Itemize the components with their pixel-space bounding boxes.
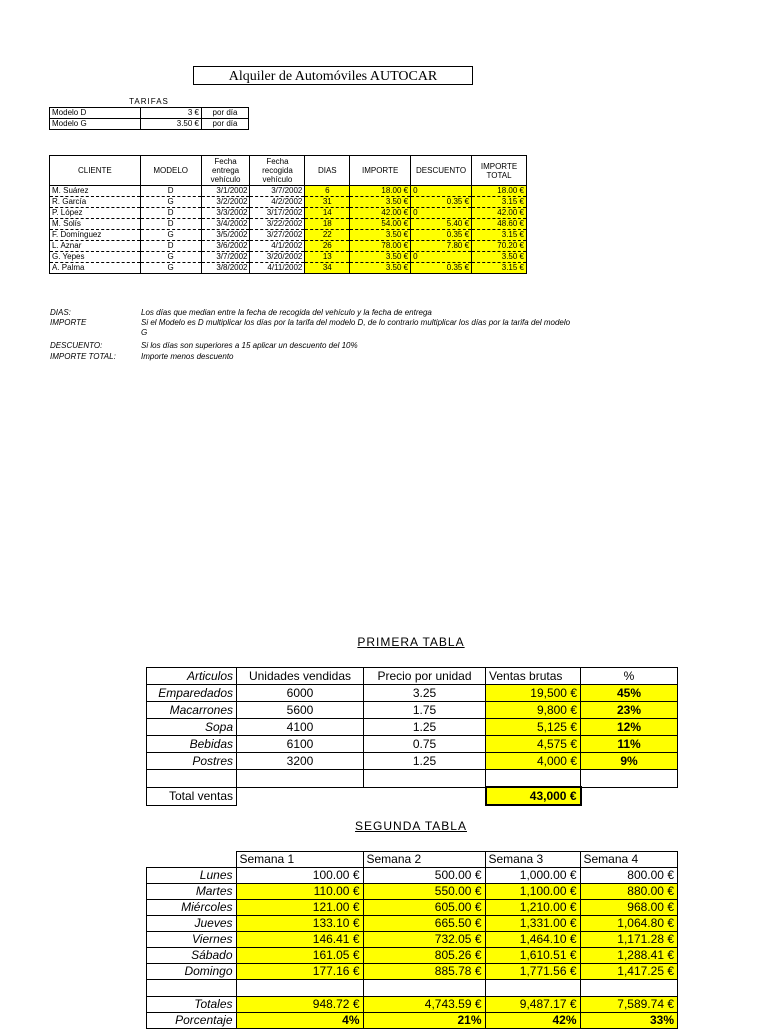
modelo-cell[interactable]: D xyxy=(140,208,201,219)
rental-row xyxy=(50,197,527,208)
col-unidades: Unidades vendidas xyxy=(237,668,364,685)
articulo-row xyxy=(147,685,678,702)
importe-cell[interactable]: 3.50 € xyxy=(350,263,411,274)
rental-row xyxy=(50,186,527,197)
dia-row xyxy=(147,964,678,980)
dia-row xyxy=(147,932,678,948)
descuento-cell[interactable]: 0 xyxy=(411,208,472,219)
note-term: IMPORTE xyxy=(50,318,87,327)
semana-cell[interactable]: 605.00 € xyxy=(363,900,485,916)
porcentaje-cell[interactable]: 42% xyxy=(485,1013,580,1029)
tarifas-header: TARIFAS xyxy=(50,97,249,108)
dia-cell[interactable]: Lunes xyxy=(147,868,237,884)
ventas-cell[interactable]: 4,000 € xyxy=(486,753,581,770)
entrega-cell[interactable]: 3/7/2002 xyxy=(201,252,250,263)
descuento-cell[interactable]: 0 xyxy=(411,186,472,197)
col-total: IMPORTE TOTAL xyxy=(472,156,527,186)
articulo-row xyxy=(147,753,678,770)
dias-cell[interactable]: 22 xyxy=(305,230,350,241)
tarifa-unidad[interactable]: por día xyxy=(202,119,249,130)
articulo-cell[interactable]: Emparedados xyxy=(147,685,237,702)
recogida-cell[interactable]: 3/27/2002 xyxy=(250,230,305,241)
col-ventas: Ventas brutas xyxy=(486,668,581,685)
totales-label[interactable]: Totales xyxy=(147,997,237,1013)
descuento-cell[interactable]: 5.40 € xyxy=(411,219,472,230)
modelo-cell[interactable]: G xyxy=(140,263,201,274)
col-pct: % xyxy=(581,668,678,685)
modelo-cell[interactable]: G xyxy=(140,252,201,263)
dias-cell[interactable]: 13 xyxy=(305,252,350,263)
total-cell[interactable]: 7,589.74 € xyxy=(580,997,678,1013)
recogida-cell[interactable]: 4/1/2002 xyxy=(250,241,305,252)
dias-cell[interactable]: 14 xyxy=(305,208,350,219)
note-term: IMPORTE TOTAL: xyxy=(50,352,116,361)
dias-cell[interactable]: 26 xyxy=(305,241,350,252)
col-dias: DIAS xyxy=(305,156,350,186)
total-cell[interactable]: 18.00 € xyxy=(472,186,527,197)
descuento-cell[interactable]: 0.35 € xyxy=(411,197,472,208)
note-def: Importe menos descuento xyxy=(141,352,234,361)
note-def: Los días que median entre la fecha de recogida del vehículo y la fecha de entrega xyxy=(141,308,432,317)
dia-cell[interactable]: Domingo xyxy=(147,964,237,980)
tarifa-row xyxy=(50,108,249,119)
semana-cell[interactable]: 968.00 € xyxy=(580,900,678,916)
semana-cell[interactable]: 1,610.51 € xyxy=(485,948,580,964)
importe-cell[interactable]: 42.00 € xyxy=(350,208,411,219)
total-label[interactable]: Total ventas xyxy=(147,787,237,805)
note-def: Si el Modelo es D multiplicar los días por la tarifa del modelo D, de lo contrario multiplicar los días por la tarifa del modelo G xyxy=(141,318,571,337)
rentals-header-row xyxy=(50,156,527,186)
unidades-cell[interactable]: 5600 xyxy=(237,702,364,719)
cliente-cell[interactable]: L. Aznar xyxy=(50,241,141,252)
rental-row xyxy=(50,263,527,274)
precio-cell[interactable]: 3.25 xyxy=(364,685,486,702)
primera-title: PRIMERA TABLA xyxy=(357,635,465,649)
ventas-cell[interactable]: 9,800 € xyxy=(486,702,581,719)
precio-cell[interactable]: 1.25 xyxy=(364,753,486,770)
entrega-cell[interactable]: 3/3/2002 xyxy=(201,208,250,219)
recogida-cell[interactable]: 3/7/2002 xyxy=(250,186,305,197)
ventas-cell[interactable]: 4,575 € xyxy=(486,736,581,753)
rental-row xyxy=(50,252,527,263)
col-semana-1: Semana 1 xyxy=(236,852,363,868)
pct-cell[interactable]: 45% xyxy=(581,685,678,702)
note-term: DIAS: xyxy=(50,308,71,317)
semana-cell[interactable]: 805.26 € xyxy=(363,948,485,964)
note-term: DESCUENTO: xyxy=(50,341,103,350)
tarifa-unidad[interactable]: por día xyxy=(202,108,249,119)
ventas-cell[interactable]: 5,125 € xyxy=(486,719,581,736)
total-cell[interactable]: 42.00 € xyxy=(472,208,527,219)
segunda-header-row xyxy=(147,852,678,868)
semana-cell[interactable]: 1,064.80 € xyxy=(580,916,678,932)
semana-cell[interactable]: 161.05 € xyxy=(236,948,363,964)
semana-cell[interactable]: 1,464.10 € xyxy=(485,932,580,948)
semana-cell[interactable]: 100.00 € xyxy=(236,868,363,884)
primera-header-row xyxy=(147,668,678,685)
cliente-cell[interactable]: G. Yepes xyxy=(50,252,141,263)
modelo-cell[interactable]: D xyxy=(140,186,201,197)
articulo-cell[interactable]: Macarrones xyxy=(147,702,237,719)
rental-row xyxy=(50,208,527,219)
importe-cell[interactable]: 3.50 € xyxy=(350,197,411,208)
importe-cell[interactable]: 54.00 € xyxy=(350,219,411,230)
semana-cell[interactable]: 110.00 € xyxy=(236,884,363,900)
articulo-row xyxy=(147,736,678,753)
total-cell[interactable]: 4,743.59 € xyxy=(363,997,485,1013)
recogida-cell[interactable]: 3/17/2002 xyxy=(250,208,305,219)
total-cell[interactable]: 3.15 € xyxy=(472,263,527,274)
descuento-cell[interactable]: 7.80 € xyxy=(411,241,472,252)
semana-cell[interactable]: 1,210.00 € xyxy=(485,900,580,916)
note-def: Si los días son superiores a 15 aplicar un descuento del 10% xyxy=(141,341,358,350)
rental-row xyxy=(50,241,527,252)
precio-cell[interactable]: 1.25 xyxy=(364,719,486,736)
totales-row xyxy=(147,997,678,1013)
dia-cell[interactable]: Sábado xyxy=(147,948,237,964)
col-semana-2: Semana 2 xyxy=(363,852,485,868)
dias-cell[interactable]: 6 xyxy=(305,186,350,197)
modelo-cell[interactable]: G xyxy=(140,197,201,208)
articulo-row xyxy=(147,702,678,719)
importe-cell[interactable]: 3.50 € xyxy=(350,252,411,263)
rental-row xyxy=(50,230,527,241)
tarifa-modelo[interactable]: Modelo G xyxy=(50,119,141,130)
semana-cell[interactable]: 121.00 € xyxy=(236,900,363,916)
total-cell[interactable]: 3.50 € xyxy=(472,252,527,263)
dia-cell[interactable]: Miércoles xyxy=(147,900,237,916)
total-cell[interactable]: 3.15 € xyxy=(472,230,527,241)
col-semana-4: Semana 4 xyxy=(580,852,678,868)
dias-cell[interactable]: 34 xyxy=(305,263,350,274)
importe-cell[interactable]: 18.00 € xyxy=(350,186,411,197)
primera-table xyxy=(146,667,678,806)
rental-row xyxy=(50,219,527,230)
entrega-cell[interactable]: 3/1/2002 xyxy=(201,186,250,197)
segunda-table xyxy=(146,851,678,1029)
semana-cell[interactable]: 500.00 € xyxy=(363,868,485,884)
col-descuento: DESCUENTO xyxy=(411,156,472,186)
articulo-row xyxy=(147,719,678,736)
entrega-cell[interactable]: 3/2/2002 xyxy=(201,197,250,208)
semana-cell[interactable]: 177.16 € xyxy=(236,964,363,980)
entrega-cell[interactable]: 3/4/2002 xyxy=(201,219,250,230)
tarifas-table xyxy=(49,97,249,130)
unidades-cell[interactable]: 6000 xyxy=(237,685,364,702)
semana-cell[interactable]: 885.78 € xyxy=(363,964,485,980)
importe-cell[interactable]: 78.00 € xyxy=(350,241,411,252)
tarifa-precio[interactable]: 3.50 € xyxy=(141,119,202,130)
semana-cell[interactable]: 1,000.00 € xyxy=(485,868,580,884)
unidades-cell[interactable]: 4100 xyxy=(237,719,364,736)
semana-cell[interactable]: 800.00 € xyxy=(580,868,678,884)
pct-cell[interactable]: 9% xyxy=(581,753,678,770)
semana-cell[interactable]: 1,771.56 € xyxy=(485,964,580,980)
tarifa-modelo[interactable]: Modelo D xyxy=(50,108,141,119)
articulo-cell[interactable]: Sopa xyxy=(147,719,237,736)
modelo-cell[interactable]: D xyxy=(140,219,201,230)
porcentaje-cell[interactable]: 4% xyxy=(236,1013,363,1029)
total-cell[interactable]: 48.60 € xyxy=(472,219,527,230)
col-importe: IMPORTE xyxy=(350,156,411,186)
total-value[interactable]: 43,000 € xyxy=(486,787,581,805)
semana-cell[interactable]: 1,417.25 € xyxy=(580,964,678,980)
recogida-cell[interactable]: 3/22/2002 xyxy=(250,219,305,230)
dia-row xyxy=(147,900,678,916)
cliente-cell[interactable]: F. Domínguez xyxy=(50,230,141,241)
semana-cell[interactable]: 133.10 € xyxy=(236,916,363,932)
rentals-table xyxy=(49,155,527,274)
dia-cell[interactable]: Viernes xyxy=(147,932,237,948)
semana-cell[interactable]: 665.50 € xyxy=(363,916,485,932)
modelo-cell[interactable]: G xyxy=(140,230,201,241)
porcentaje-label[interactable]: Porcentaje xyxy=(147,1013,237,1029)
col-articulos: Articulos xyxy=(147,668,237,685)
blank-row xyxy=(147,770,678,788)
semana-cell[interactable]: 1,171.28 € xyxy=(580,932,678,948)
total-row xyxy=(147,787,678,805)
tarifa-row xyxy=(50,119,249,130)
descuento-cell[interactable]: 0 xyxy=(411,252,472,263)
cliente-cell[interactable]: P. López xyxy=(50,208,141,219)
articulo-cell[interactable]: Postres xyxy=(147,753,237,770)
semana-cell[interactable]: 550.00 € xyxy=(363,884,485,900)
articulo-cell[interactable]: Bebidas xyxy=(147,736,237,753)
col-modelo: MODELO xyxy=(140,156,201,186)
modelo-cell[interactable]: D xyxy=(140,241,201,252)
precio-cell[interactable]: 0.75 xyxy=(364,736,486,753)
col-recogida: Fecha recogida vehículo xyxy=(250,156,305,186)
ventas-cell[interactable]: 19,500 € xyxy=(486,685,581,702)
recogida-cell[interactable]: 4/2/2002 xyxy=(250,197,305,208)
precio-cell[interactable]: 1.75 xyxy=(364,702,486,719)
blank-row xyxy=(147,980,678,997)
cliente-cell[interactable]: A. Palma xyxy=(50,263,141,274)
dia-row xyxy=(147,868,678,884)
semana-cell[interactable]: 146.41 € xyxy=(236,932,363,948)
notes xyxy=(50,308,610,368)
pct-cell[interactable]: 23% xyxy=(581,702,678,719)
total-cell[interactable]: 948.72 € xyxy=(236,997,363,1013)
tarifa-precio[interactable]: 3 € xyxy=(141,108,202,119)
col-precio: Precio por unidad xyxy=(364,668,486,685)
dia-row xyxy=(147,948,678,964)
dia-row xyxy=(147,884,678,900)
semana-cell[interactable]: 1,331.00 € xyxy=(485,916,580,932)
col-semana-3: Semana 3 xyxy=(485,852,580,868)
unidades-cell[interactable]: 6100 xyxy=(237,736,364,753)
sheet-title: Alquiler de Automóviles AUTOCAR xyxy=(193,66,473,85)
entrega-cell[interactable]: 3/6/2002 xyxy=(201,241,250,252)
porcentaje-cell[interactable]: 21% xyxy=(363,1013,485,1029)
dias-cell[interactable]: 18 xyxy=(305,219,350,230)
pct-cell[interactable]: 11% xyxy=(581,736,678,753)
semana-cell[interactable]: 732.05 € xyxy=(363,932,485,948)
importe-cell[interactable]: 3.50 € xyxy=(350,230,411,241)
porcentaje-cell[interactable]: 33% xyxy=(580,1013,678,1029)
descuento-cell[interactable]: 0.35 € xyxy=(411,230,472,241)
entrega-cell[interactable]: 3/8/2002 xyxy=(201,263,250,274)
recogida-cell[interactable]: 4/11/2002 xyxy=(250,263,305,274)
total-cell[interactable]: 70.20 € xyxy=(472,241,527,252)
dia-cell[interactable]: Martes xyxy=(147,884,237,900)
unidades-cell[interactable]: 3200 xyxy=(237,753,364,770)
semana-cell[interactable]: 1,100.00 € xyxy=(485,884,580,900)
cliente-cell[interactable]: R. García xyxy=(50,197,141,208)
dias-cell[interactable]: 31 xyxy=(305,197,350,208)
cliente-cell[interactable]: M. Solís xyxy=(50,219,141,230)
recogida-cell[interactable]: 3/20/2002 xyxy=(250,252,305,263)
col-cliente: CLIENTE xyxy=(50,156,141,186)
dia-row xyxy=(147,916,678,932)
porcentaje-row xyxy=(147,1013,678,1029)
descuento-cell[interactable]: 0.35 € xyxy=(411,263,472,274)
cliente-cell[interactable]: M. Suárez xyxy=(50,186,141,197)
entrega-cell[interactable]: 3/5/2002 xyxy=(201,230,250,241)
dia-cell[interactable]: Jueves xyxy=(147,916,237,932)
total-cell[interactable]: 9,487.17 € xyxy=(485,997,580,1013)
col-entrega: Fecha entrega vehículo xyxy=(201,156,250,186)
semana-cell[interactable]: 1,288.41 € xyxy=(580,948,678,964)
semana-cell[interactable]: 880.00 € xyxy=(580,884,678,900)
pct-cell[interactable]: 12% xyxy=(581,719,678,736)
total-cell[interactable]: 3.15 € xyxy=(472,197,527,208)
segunda-title: SEGUNDA TABLA xyxy=(355,819,467,833)
